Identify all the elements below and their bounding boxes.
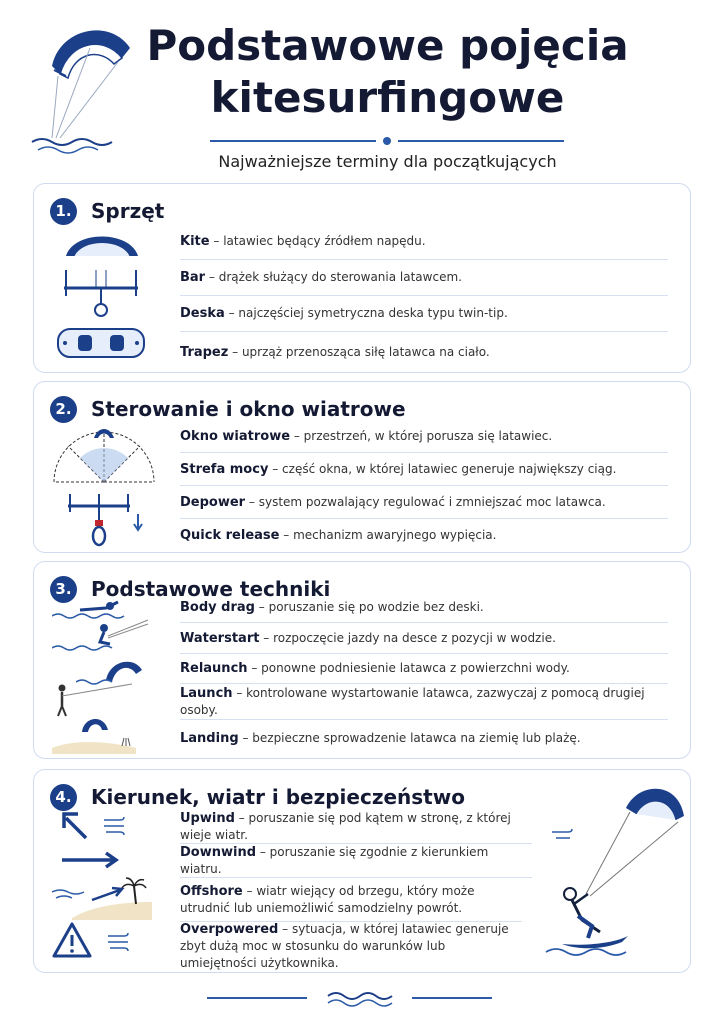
section-direction-safety [33,769,691,973]
definition-text [180,494,606,511]
definition: – poruszanie się po wodzie bez deski. [254,599,484,614]
term: Landing [180,730,239,746]
list-item [180,623,668,654]
term: Relaunch [180,661,248,676]
definition: – rozpoczęcie jazdy na desce z pozycji w wodzie. [259,630,556,645]
kitesurf-logo-icon [30,18,140,163]
page-subtitle: Najważniejsze terminy dla początkujących [218,152,557,171]
downwind-arrow-icon [60,850,122,870]
section-number: 1. [50,198,77,225]
section-title: Kierunek, wiatr i bezpieczeństwo [91,785,465,809]
upwind-arrow-icon [60,810,130,842]
definition: – przestrzeń, w której porusza się latawiec. [290,428,553,443]
term: Waterstart [180,630,260,646]
definition-text [180,883,522,917]
definition-text [180,233,426,250]
kitesurfer-illustration-icon [542,776,688,966]
term: Downwind [180,844,257,860]
definition-text [180,810,532,844]
definition: – kontrolowane wystartowanie latawca, zazwyczaj z pomocą drugiej osoby. [180,685,645,717]
title-divider-right [398,140,564,142]
list-item [180,420,668,453]
term: Depower [180,494,246,510]
definition: – system pozwalający regulować i zmniejszać moc latawca. [245,494,606,509]
footer-divider-right [412,997,492,999]
list-item [180,453,668,486]
power-zone-icon [80,448,128,482]
definition: – mechanizm awaryjnego wypięcia. [279,528,497,542]
term: Overpowered [180,921,279,937]
definition-text [180,730,581,747]
definition-text [180,630,556,647]
list-item [180,334,668,370]
list-item [180,654,668,684]
offshore-wind-icon [52,874,152,920]
definition: – najczęściej symetryczna deska typu twin-tip. [224,306,508,320]
section-header [50,782,465,812]
list-item [180,844,532,878]
list-item [180,720,668,756]
list-item [180,810,532,844]
definition-text [180,685,668,719]
list-item [180,260,668,296]
definition: – poruszanie się pod kątem w stronę, z której wieje wiatr. [180,810,511,842]
section-number: 4. [50,784,77,811]
list-item [180,486,668,519]
definition: – część okna, w której latawiec generuje największy ciąg. [268,461,617,476]
definition: – poruszanie się zgodnie z kierunkiem wiatru. [180,844,489,876]
kite-icon [62,226,142,260]
title-line-2: kitesurfingowe [210,73,565,122]
list-item [180,878,522,922]
definition-text [180,461,616,478]
term: Deska [180,306,225,321]
footer-wave-icon [326,988,394,1008]
section-steering [33,381,691,553]
section-equipment [33,183,691,373]
quick-release-icon [95,520,103,526]
definition: – drążek służący do sterowania latawcem. [205,270,462,284]
depower-bar-icon [64,492,144,548]
definition-text [180,428,552,445]
definition: – uprząż przenosząca siłę latawca na ciało. [228,344,490,359]
section-title: Sprzęt [91,199,165,223]
section-header [50,196,164,226]
list-item [180,519,668,552]
definition-text [180,527,496,544]
title-line-1: Podstawowe pojęcia [146,21,629,70]
definition: – wiatr wiejący od brzegu, który może utrudnić lub uniemożliwić samodzielny powrót. [180,883,475,915]
page-title [140,20,635,124]
title-divider-left [210,140,376,142]
list-item [180,296,668,332]
term: Strefa mocy [180,461,269,477]
section-number: 3. [50,576,77,603]
twin-tip-board-icon [56,326,146,360]
section-number: 2. [50,396,77,423]
waterstart-icon [52,618,152,654]
definition: – sytuacja, w której latawiec generuje zbyt dużą moc w stosunku do warunków lub umiejętności użytkownika. [180,921,509,970]
wind-window-icon [50,424,158,486]
term: Launch [180,685,233,701]
term: Offshore [180,883,243,899]
definition-text [180,269,462,286]
definition-text [180,599,484,616]
definition-text [180,660,570,677]
term: Bar [180,270,206,285]
term: Trapez [180,344,229,360]
definition-text [180,344,490,361]
warning-icon [52,920,142,960]
definition: – ponowne podniesienie latawca z powierzchni wody. [247,661,570,675]
definition-text [180,305,508,322]
definition: – bezpieczne sprowadzenie latawca na ziemię lub plażę. [238,730,581,745]
term: Kite [180,234,210,249]
list-item [180,922,522,970]
list-item [180,224,668,260]
footer-divider-left [207,997,307,999]
term: Quick release [180,528,280,543]
term: Body drag [180,599,255,615]
list-item [180,592,668,623]
definition-text [180,921,522,972]
definition: – latawiec będący źródłem napędu. [209,234,426,248]
title-divider-dot [383,137,391,145]
header [0,0,725,180]
control-bar-icon [58,266,144,320]
term: Upwind [180,810,235,826]
list-item [180,684,668,720]
term: Okno wiatrowe [180,428,291,444]
definition-text [180,844,532,878]
section-title: Sterowanie i okno wiatrowe [91,397,406,421]
landing-icon [52,712,136,754]
section-techniques [33,561,691,759]
section-title: Podstawowe techniki [91,577,331,601]
